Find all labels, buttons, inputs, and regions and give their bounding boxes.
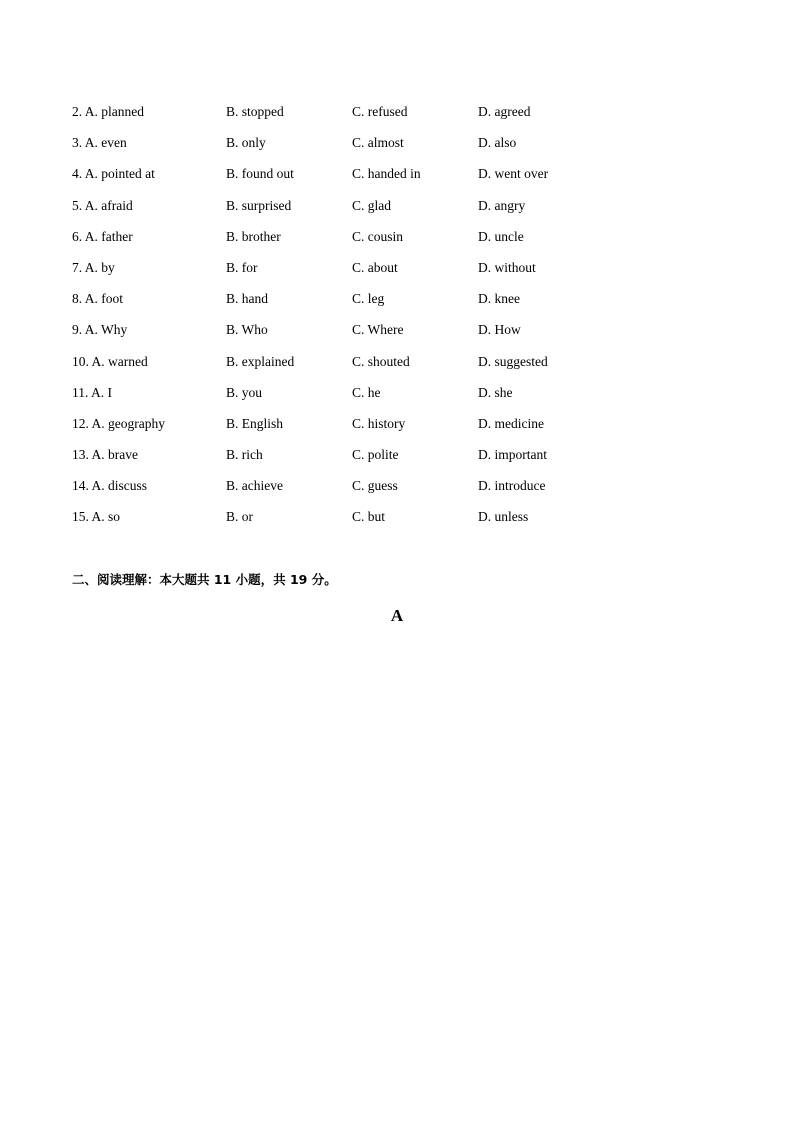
option-b: B. or: [226, 509, 253, 525]
option-d: D. also: [478, 135, 517, 151]
question-row: [72, 475, 692, 506]
question-row: [72, 163, 692, 194]
option-c: C. glad: [352, 197, 391, 213]
option-a: 14. A. discuss: [72, 478, 148, 494]
option-c: C. almost: [352, 135, 404, 151]
option-b: B. only: [226, 135, 266, 151]
question-row: [72, 351, 692, 382]
option-d: D. important: [478, 447, 547, 463]
option-a: 12. A. geography: [72, 415, 165, 431]
option-c: C. handed in: [352, 166, 421, 182]
multiple-choice-options: [72, 101, 692, 538]
question-row: [72, 288, 692, 319]
option-a: 9. A. Why: [72, 322, 128, 338]
option-a: 15. A. so: [72, 509, 121, 525]
option-c: C. he: [352, 384, 381, 400]
option-c: C. about: [352, 259, 398, 275]
option-b: B. surprised: [226, 197, 292, 213]
question-row: [72, 444, 692, 475]
option-a: 3. A. even: [72, 135, 127, 151]
question-row: [72, 382, 692, 413]
option-c: C. cousin: [352, 228, 404, 244]
option-b: B. explained: [226, 353, 295, 369]
option-a: 2. A. planned: [72, 104, 144, 119]
option-d: D. without: [478, 259, 536, 275]
option-a: 13. A. brave: [72, 447, 138, 463]
option-a: 10. A. warned: [72, 353, 148, 369]
question-row: [72, 257, 692, 288]
option-b: B. found out: [226, 166, 294, 182]
option-a: 6. A. father: [72, 228, 133, 244]
option-d: D. How: [478, 322, 521, 338]
question-row: [72, 132, 692, 163]
option-a: 7. A. by: [72, 259, 115, 275]
option-d: D. went over: [478, 166, 549, 182]
option-b: B. Who: [226, 322, 268, 338]
option-d: D. uncle: [478, 228, 524, 244]
question-row: [72, 506, 692, 537]
option-d: D. introduce: [478, 478, 546, 494]
option-b: B. hand: [226, 291, 268, 307]
option-b: B. you: [226, 384, 263, 400]
option-c: C. leg: [352, 291, 385, 307]
option-b: B. achieve: [226, 478, 283, 494]
option-d: D. angry: [478, 197, 526, 213]
option-b: B. for: [226, 259, 258, 275]
question-row: [72, 319, 692, 350]
option-d: D. she: [478, 384, 513, 400]
option-b: B. English: [226, 415, 284, 431]
question-row: [72, 226, 692, 257]
option-c: C. shouted: [352, 353, 410, 369]
question-row: [72, 101, 692, 132]
option-c: C. Where: [352, 322, 404, 338]
option-d: D. suggested: [478, 353, 548, 369]
section-heading: 二、阅读理解：本大题共 11 小题，共 19 分。: [72, 572, 337, 587]
option-d: D. agreed: [478, 104, 531, 119]
option-b: B. stopped: [226, 104, 284, 119]
question-row: [72, 413, 692, 444]
question-row: [72, 195, 692, 226]
option-a: 5. A. afraid: [72, 197, 133, 213]
passage-label: A: [390, 606, 404, 625]
option-d: D. knee: [478, 291, 520, 307]
option-c: C. refused: [352, 104, 408, 119]
option-a: 4. A. pointed at: [72, 166, 155, 182]
option-d: D. unless: [478, 509, 529, 525]
option-a: 11. A. I: [72, 384, 112, 400]
option-d: D. medicine: [478, 415, 544, 431]
option-b: B. rich: [226, 447, 263, 463]
option-c: C. guess: [352, 478, 398, 494]
option-c: C. history: [352, 415, 406, 431]
option-b: B. brother: [226, 228, 281, 244]
option-c: C. but: [352, 509, 386, 525]
option-c: C. polite: [352, 447, 399, 463]
option-a: 8. A. foot: [72, 291, 124, 307]
